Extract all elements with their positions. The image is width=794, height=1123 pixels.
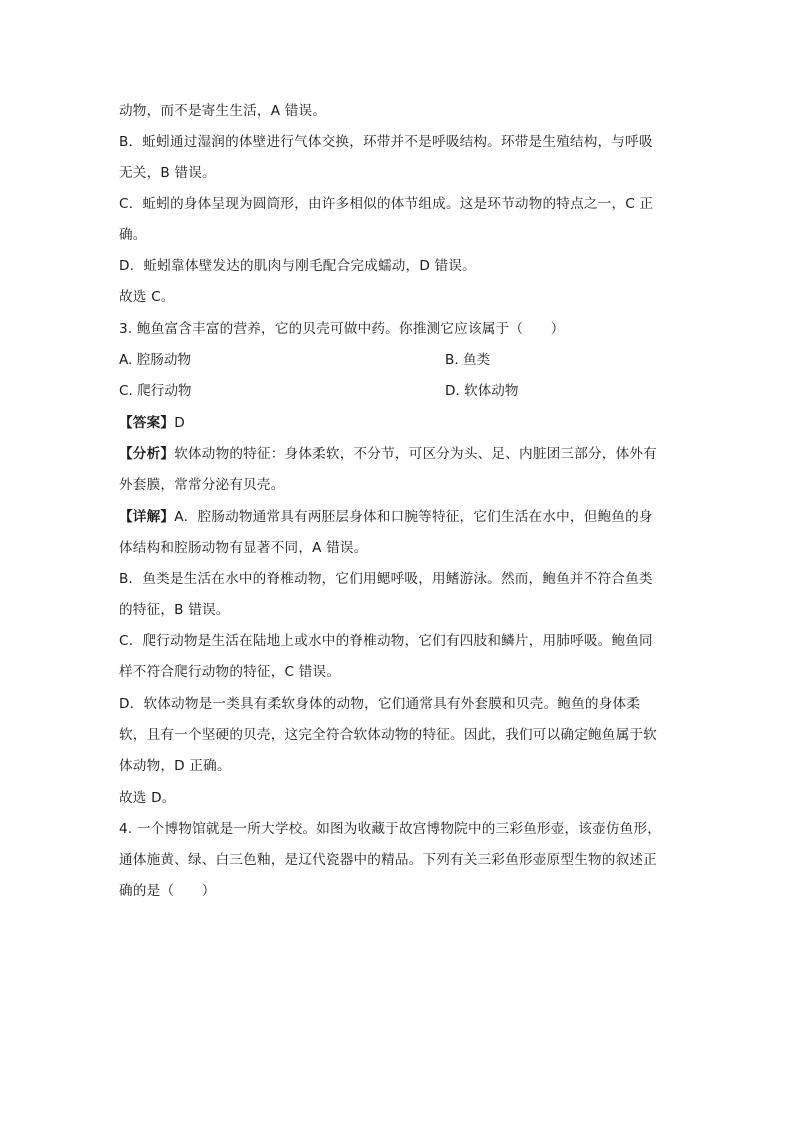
q3-option-b: B. 鱼类	[445, 352, 491, 368]
q3-option-a: A. 腔肠动物	[119, 352, 192, 368]
text-line: D．软体动物是一类具有柔软身体的动物，它们通常具有外套膜和贝壳。鲍鱼的身体柔	[119, 696, 641, 712]
question-3-stem: 3. 鲍鱼富含丰富的营养，它的贝壳可做中药。你推测它应该属于（ ）	[119, 321, 565, 337]
answer-text: D	[174, 415, 185, 431]
text-line: B．鱼类是生活在水中的脊椎动物，它们用鳃呼吸，用鳍游泳。然而，鲍鱼并不符合鱼类	[119, 571, 653, 587]
text-line: 样不符合爬行动物的特征，C 错误。	[119, 664, 341, 680]
text-line: 体动物，D 正确。	[119, 758, 231, 774]
text-line: 的特征，B 错误。	[119, 602, 230, 618]
detail-line	[119, 508, 679, 526]
text-line: B．蚯蚓通过湿润的体壁进行气体交换，环带并不是呼吸结构。环带是生殖结构，与呼吸	[119, 134, 653, 150]
analysis-tag: 【分析】	[119, 446, 175, 462]
text-line: C．爬行动物是生活在陆地上或水中的脊椎动物，它们有四肢和鳞片，用肺呼吸。鲍鱼同	[119, 633, 653, 649]
text-line: 确。	[119, 227, 147, 243]
text-line: 无关，B 错误。	[119, 165, 216, 181]
text-line: 故选 C。	[119, 289, 175, 305]
text-line: 软，且有一个坚硬的贝壳，这完全符合软体动物的特征。因此，我们可以确定鲍鱼属于软	[119, 727, 657, 743]
analysis-text: 软体动物的特征：身体柔软，不分节，可区分为头、足、内脏团三部分，体外有	[174, 446, 657, 462]
answer-tag: 【答案】	[119, 415, 175, 431]
detail-text: A．腔肠动物通常具有两胚层身体和口腕等特征，它们生活在水中，但鲍鱼的身	[174, 509, 653, 525]
q3-option-d: D. 软体动物	[445, 383, 519, 399]
text-line: D．蚯蚓靠体壁发达的肌肉与刚毛配合完成蠕动，D 错误。	[119, 258, 476, 274]
text-line: C．蚯蚓的身体呈现为圆筒形，由许多相似的体节组成。这是环节动物的特点之一，C 正	[119, 196, 654, 212]
text-line: 故选 D。	[119, 790, 176, 806]
text-line: 确的是（ ）	[119, 883, 216, 899]
analysis-line	[119, 445, 679, 463]
detail-tag: 【详解】	[119, 509, 175, 525]
text-line: 体结构和腔肠动物有显著不同，A 错误。	[119, 540, 368, 556]
text-line: 外套膜，常常分泌有贝壳。	[119, 477, 285, 493]
question-4-stem: 4. 一个博物馆就是一所大学校。如图为收藏于故宫博物院中的三彩鱼形壶，该壶仿鱼形，	[119, 821, 662, 837]
text-line: 通体施黄、绿、白三色釉，是辽代瓷器中的精品。下列有关三彩鱼形壶原型生物的叙述正	[119, 852, 657, 868]
answer-line	[119, 414, 679, 432]
q3-option-c: C. 爬行动物	[119, 383, 192, 399]
text-line: 动物，而不是寄生生活，A 错误。	[119, 103, 327, 119]
